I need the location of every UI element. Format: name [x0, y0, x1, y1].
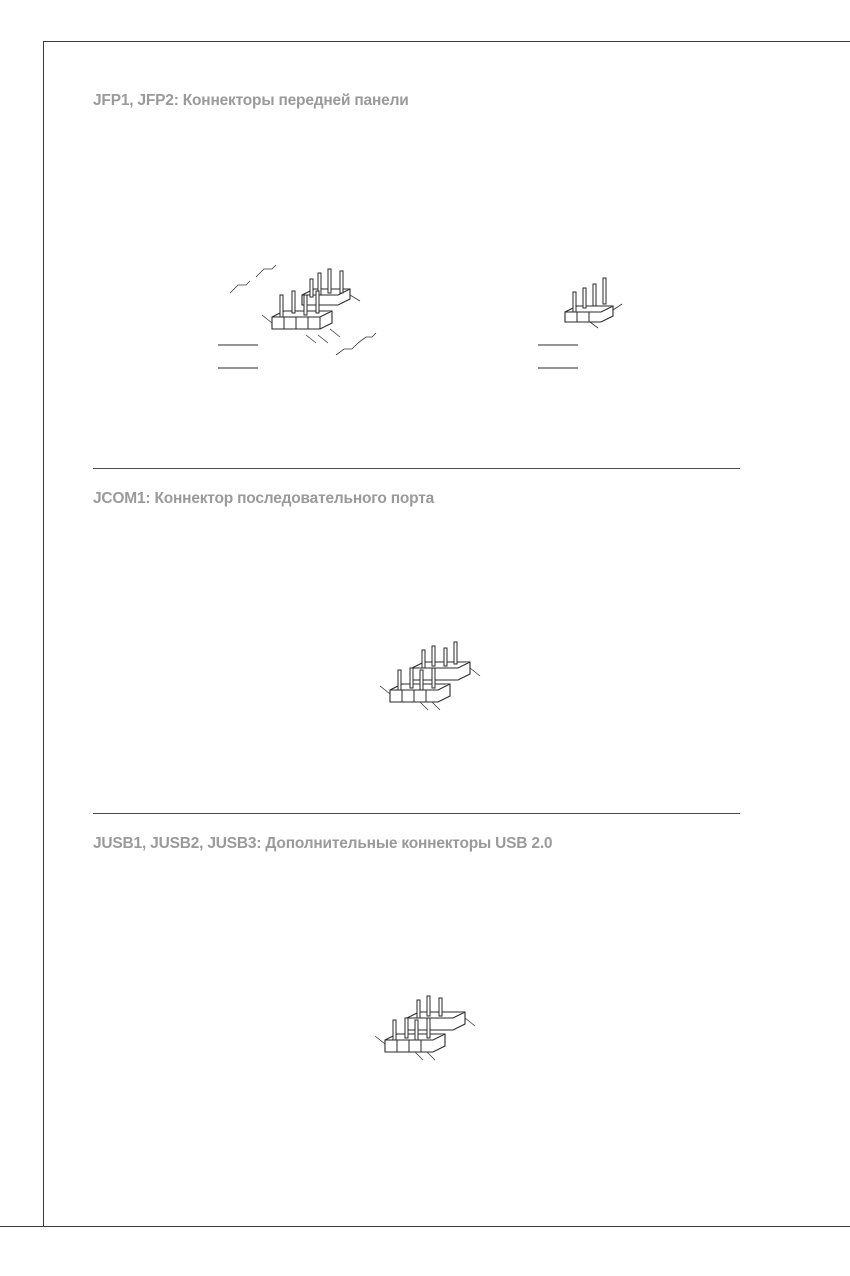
section-title-jusb: JUSB1, JUSB2, JUSB3: Дополнительные коннекторы USB 2.0 — [93, 835, 553, 852]
page-frame-left — [43, 41, 44, 1226]
jfp1-connector-diagram — [210, 255, 400, 375]
page-frame-bottom — [0, 1226, 850, 1227]
section-title-jcom: JCOM1: Коннектор последовательного порта — [93, 490, 435, 507]
jfp2-connector-diagram — [530, 270, 640, 375]
section-title-jfp: JFP1, JFP2: Коннекторы передней панели — [93, 92, 409, 109]
section-divider-1 — [93, 468, 740, 469]
jusb-connector-diagram — [365, 990, 485, 1070]
section-divider-2 — [93, 813, 740, 814]
page-frame-top — [43, 41, 850, 42]
jcom1-connector-diagram — [370, 640, 490, 720]
